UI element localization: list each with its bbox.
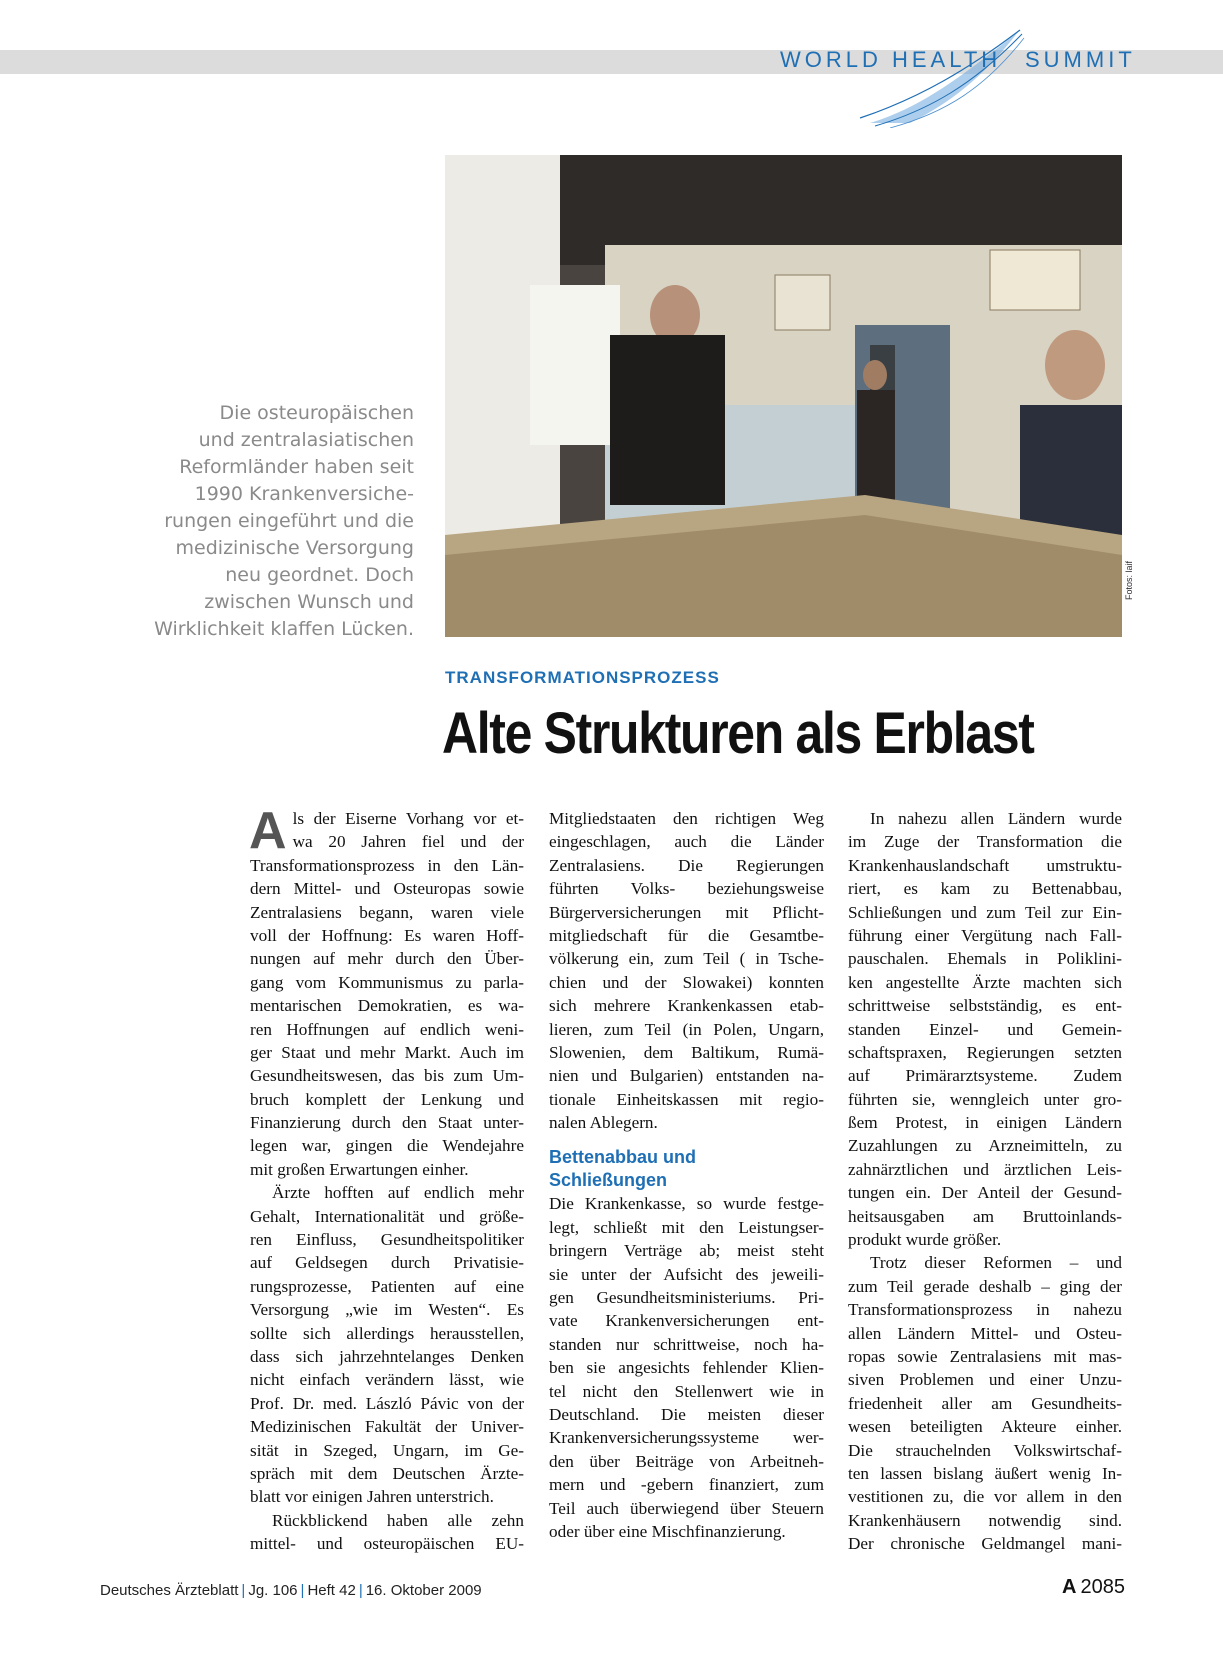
- body-line: Teil auch überwiegend über Steuern: [549, 1498, 824, 1518]
- body-line: nungen auf mehr durch den Über-: [250, 949, 524, 969]
- body-line: ropas sowie Zentralasiens mit mas-: [848, 1346, 1122, 1366]
- body-line: nalen Ablegern.: [549, 1113, 658, 1133]
- body-line: sie unter der Aufsicht des jeweili-: [549, 1264, 824, 1284]
- body-line: auf Primärarztsysteme. Zudem: [848, 1066, 1122, 1086]
- body-line: Slowenien, dem Baltikum, Rumä-: [549, 1042, 824, 1062]
- page-prefix: A: [1062, 1576, 1077, 1598]
- body-line: Zentralasiens. Die Regierungen: [549, 855, 824, 875]
- summit-wave-logo: [850, 28, 1030, 128]
- header-title: [780, 47, 1136, 77]
- page-footer: [100, 1582, 482, 1599]
- body-line: Mitgliedstaaten den richtigen Weg: [549, 809, 824, 828]
- body-line: gen Gesundheitsministeriums. Pri-: [549, 1288, 824, 1308]
- intro-line: medizinische Versorgung: [175, 537, 414, 559]
- body-line: Schließungen und zum Teil zur Ein-: [848, 902, 1122, 922]
- body-line: Rückblickend haben alle zehn: [272, 1510, 524, 1530]
- body-line: produkt wurde größer.: [848, 1230, 1002, 1250]
- body-line: tel nicht den Stellenwert wie in: [549, 1381, 824, 1401]
- intro-line: und zentralasiatischen: [198, 429, 414, 451]
- footer-separator: |: [300, 1582, 305, 1599]
- body-line: dass sich jahrzehntelanges Denken: [250, 1346, 524, 1366]
- article-photo: [445, 155, 1122, 637]
- body-line: ls der Eiserne Vorhang vor et-: [292, 809, 524, 828]
- body-line: mittel- und osteuropäischen EU-: [250, 1534, 524, 1554]
- body-line: ben sie angesichts fehlender Klien-: [549, 1358, 824, 1378]
- body-line: Krankenhauslandschaft umstruktu-: [848, 855, 1122, 875]
- body-line: führten Volks- beziehungsweise: [549, 879, 824, 899]
- body-line: blatt vor einigen Jahren unterstrich.: [250, 1487, 494, 1507]
- article-column-1: [249, 802, 524, 1556]
- body-line: voll der Hoffnung: Es waren Hoff-: [250, 925, 524, 945]
- body-line: nien und Bulgarien) entstanden na-: [549, 1066, 824, 1086]
- body-line: gang vom Kommunismus zu parla-: [250, 972, 524, 992]
- body-line: pauschalen. Ehemals in Poliklini-: [848, 949, 1122, 969]
- issue-date: 16. Oktober 2009: [365, 1582, 482, 1599]
- body-line: ßem Protest, in einigen Ländern: [848, 1113, 1122, 1133]
- body-line: Krankenversicherungssysteme wer-: [549, 1428, 824, 1448]
- body-line: Zentralasiens begann, waren viele: [250, 902, 524, 922]
- intro-line: 1990 Krankenversiche-: [194, 483, 414, 505]
- body-line: rungsprozesse, Patienten auf eine: [250, 1276, 524, 1296]
- body-line: Trotz dieser Reformen – und: [870, 1253, 1122, 1273]
- body-line: legen war, gingen die Wendejahre: [250, 1136, 524, 1156]
- journal-volume: Jg. 106: [248, 1582, 298, 1599]
- body-line: schrittweise selbstständig, es ent-: [848, 996, 1122, 1016]
- body-line: spräch mit dem Deutschen Ärzte-: [250, 1463, 524, 1483]
- body-line: sich mehrere Krankenkassen etab-: [549, 996, 824, 1016]
- header-title-left: WORLD HEALTH: [780, 47, 1002, 72]
- body-line: Der chronische Geldmangel mani-: [848, 1534, 1122, 1554]
- body-line: im Zuge der Transformation die: [848, 832, 1122, 852]
- body-line: ger Staat und mehr Markt. Auch im: [250, 1042, 524, 1062]
- body-line: zum Teil gerade deshalb – ging der: [848, 1276, 1122, 1296]
- body-line: sität in Szeged, Ungarn, im Ge-: [250, 1440, 524, 1460]
- body-line: mit großen Erwartungen einher.: [250, 1159, 469, 1179]
- body-line: siven Problemen und einer Unzu-: [848, 1370, 1122, 1390]
- body-line: vate Krankenversicherungen ent-: [549, 1311, 824, 1331]
- body-line: Die strauchelnden Volkswirtschaf-: [848, 1440, 1122, 1460]
- body-line: Prof. Dr. med. László Pávic von der: [250, 1393, 524, 1413]
- intro-text: [120, 400, 414, 643]
- body-line: Finanzierung durch den Staat unter-: [250, 1113, 524, 1133]
- page-number-value: 2085: [1080, 1576, 1125, 1598]
- body-line: bruch komplett der Lenkung und: [250, 1089, 524, 1109]
- article-column-2: [549, 807, 824, 1543]
- body-line: Deutschland. Die meisten dieser: [549, 1404, 824, 1424]
- body-line: führten sie, wenngleich unter gro-: [848, 1089, 1122, 1109]
- body-line: standen nur schrittweise, noch ha-: [549, 1334, 824, 1354]
- intro-line: rungen eingeführt und die: [164, 510, 414, 532]
- photo-credit: Fotos: laif: [1124, 560, 1134, 600]
- intro-line: zwischen Wunsch und: [204, 591, 414, 613]
- body-line: Bürgerversicherungen mit Pflicht-: [549, 902, 824, 922]
- section-subhead: [549, 1146, 824, 1192]
- body-line: dern Mittel- und Osteuropas sowie: [250, 879, 524, 899]
- body-line: Transformationsprozess in den Län-: [250, 855, 524, 875]
- article-kicker: TRANSFORMATIONSPROZESS: [445, 668, 720, 687]
- body-line: vestitionen zu, die vor allem in den: [848, 1487, 1122, 1507]
- body-line: mitgliedschaft für die Gesamtbe-: [549, 925, 824, 945]
- body-line: führung einer Vergütung nach Fall-: [848, 925, 1122, 945]
- footer-separator: |: [241, 1582, 246, 1599]
- body-line: den über Beiträge von Arbeitneh-: [549, 1451, 824, 1471]
- article-headline: Alte Strukturen als Erblast: [442, 701, 1034, 766]
- page-number: [1062, 1576, 1125, 1599]
- body-line: standen Einzel- und Gemein-: [848, 1019, 1122, 1039]
- drop-cap: A: [249, 802, 287, 860]
- body-line: tungen ein. Der Anteil der Gesund-: [848, 1183, 1122, 1203]
- body-line: ken angestellte Ärzte machten sich: [848, 972, 1122, 992]
- body-line: riert, es kam zu Bettenabbau,: [848, 879, 1122, 899]
- body-line: wa 20 Jahren fiel und der: [292, 832, 524, 852]
- body-line: heitsausgaben am Bruttoinlands-: [848, 1206, 1122, 1226]
- body-line: Transformationsprozess in nahezu: [848, 1300, 1122, 1320]
- body-line: zahnärztlichen und ärztlichen Leis-: [848, 1159, 1122, 1179]
- body-line: Zuzahlungen zu Arzneimitteln, zu: [848, 1136, 1122, 1156]
- intro-line: neu geordnet. Doch: [225, 564, 414, 586]
- body-line: ren Einfluss, Gesundheitspolitiker: [250, 1230, 524, 1250]
- intro-line: Die osteuropäischen: [219, 402, 414, 424]
- body-line: ren Hoffnungen auf endlich weni-: [250, 1019, 524, 1039]
- journal-issue: Heft 42: [307, 1582, 356, 1599]
- footer-separator: |: [358, 1582, 363, 1599]
- body-line: bringern Verträge ab; meist steht: [549, 1241, 824, 1261]
- body-line: In nahezu allen Ländern wurde: [870, 809, 1122, 828]
- body-line: ten lassen bislang äußert wenig In-: [848, 1463, 1122, 1483]
- body-line: tionale Einheitskassen mit regio-: [549, 1089, 824, 1109]
- journal-name: Deutsches Ärzteblatt: [100, 1582, 239, 1599]
- body-line: Krankenhäusern notwendig sind.: [848, 1510, 1122, 1530]
- body-line: Medizinischen Fakultät der Univer-: [250, 1417, 524, 1437]
- subhead-line: Bettenabbau und: [549, 1147, 696, 1168]
- body-line: sollte sich allerdings herausstellen,: [250, 1323, 524, 1343]
- body-line: nicht einfach verändern lässt, wie: [250, 1370, 524, 1390]
- intro-line: Wirklichkeit klaffen Lücken.: [154, 618, 414, 640]
- subhead-line: Schließungen: [549, 1170, 668, 1191]
- body-line: Versorgung „wie im Westen“. Es: [250, 1300, 524, 1320]
- body-line: Ärzte hofften auf endlich mehr: [272, 1183, 524, 1203]
- body-line: lieren, zum Teil (in Polen, Ungarn,: [549, 1019, 824, 1039]
- body-line: Die Krankenkasse, so wurde festge-: [549, 1194, 824, 1214]
- body-line: Gesundheitswesen, das bis zum Um-: [250, 1066, 524, 1086]
- article-column-3: [848, 807, 1122, 1556]
- body-line: legt, schließt mit den Leistungser-: [549, 1217, 824, 1237]
- body-line: mentarischen Demokratien, es wa-: [250, 996, 524, 1016]
- body-line: eingeschlagen, auch die Länder: [549, 832, 824, 852]
- body-line: friedenheit aller am Gesundheits-: [848, 1393, 1122, 1413]
- intro-line: Reformländer haben seit: [179, 456, 414, 478]
- body-line: mern und -gebern finanziert, zum: [549, 1475, 824, 1495]
- header-title-right: SUMMIT: [1025, 47, 1136, 72]
- body-line: schaftspraxen, Regierungen setzten: [848, 1042, 1122, 1062]
- body-line: auf Geldsegen durch Privatisie-: [250, 1253, 524, 1273]
- body-line: allen Ländern Mittel- und Osteu-: [848, 1323, 1122, 1343]
- body-line: völkerung ein, zum Teil ( in Tsche-: [549, 949, 824, 969]
- body-line: oder über eine Mischfinanzierung.: [549, 1521, 786, 1541]
- body-line: chien und der Slowakei) konnten: [549, 972, 824, 992]
- body-line: wesen beteiligten Akteure einher.: [848, 1417, 1122, 1437]
- body-line: Gehalt, Internationalität und größe-: [250, 1206, 524, 1226]
